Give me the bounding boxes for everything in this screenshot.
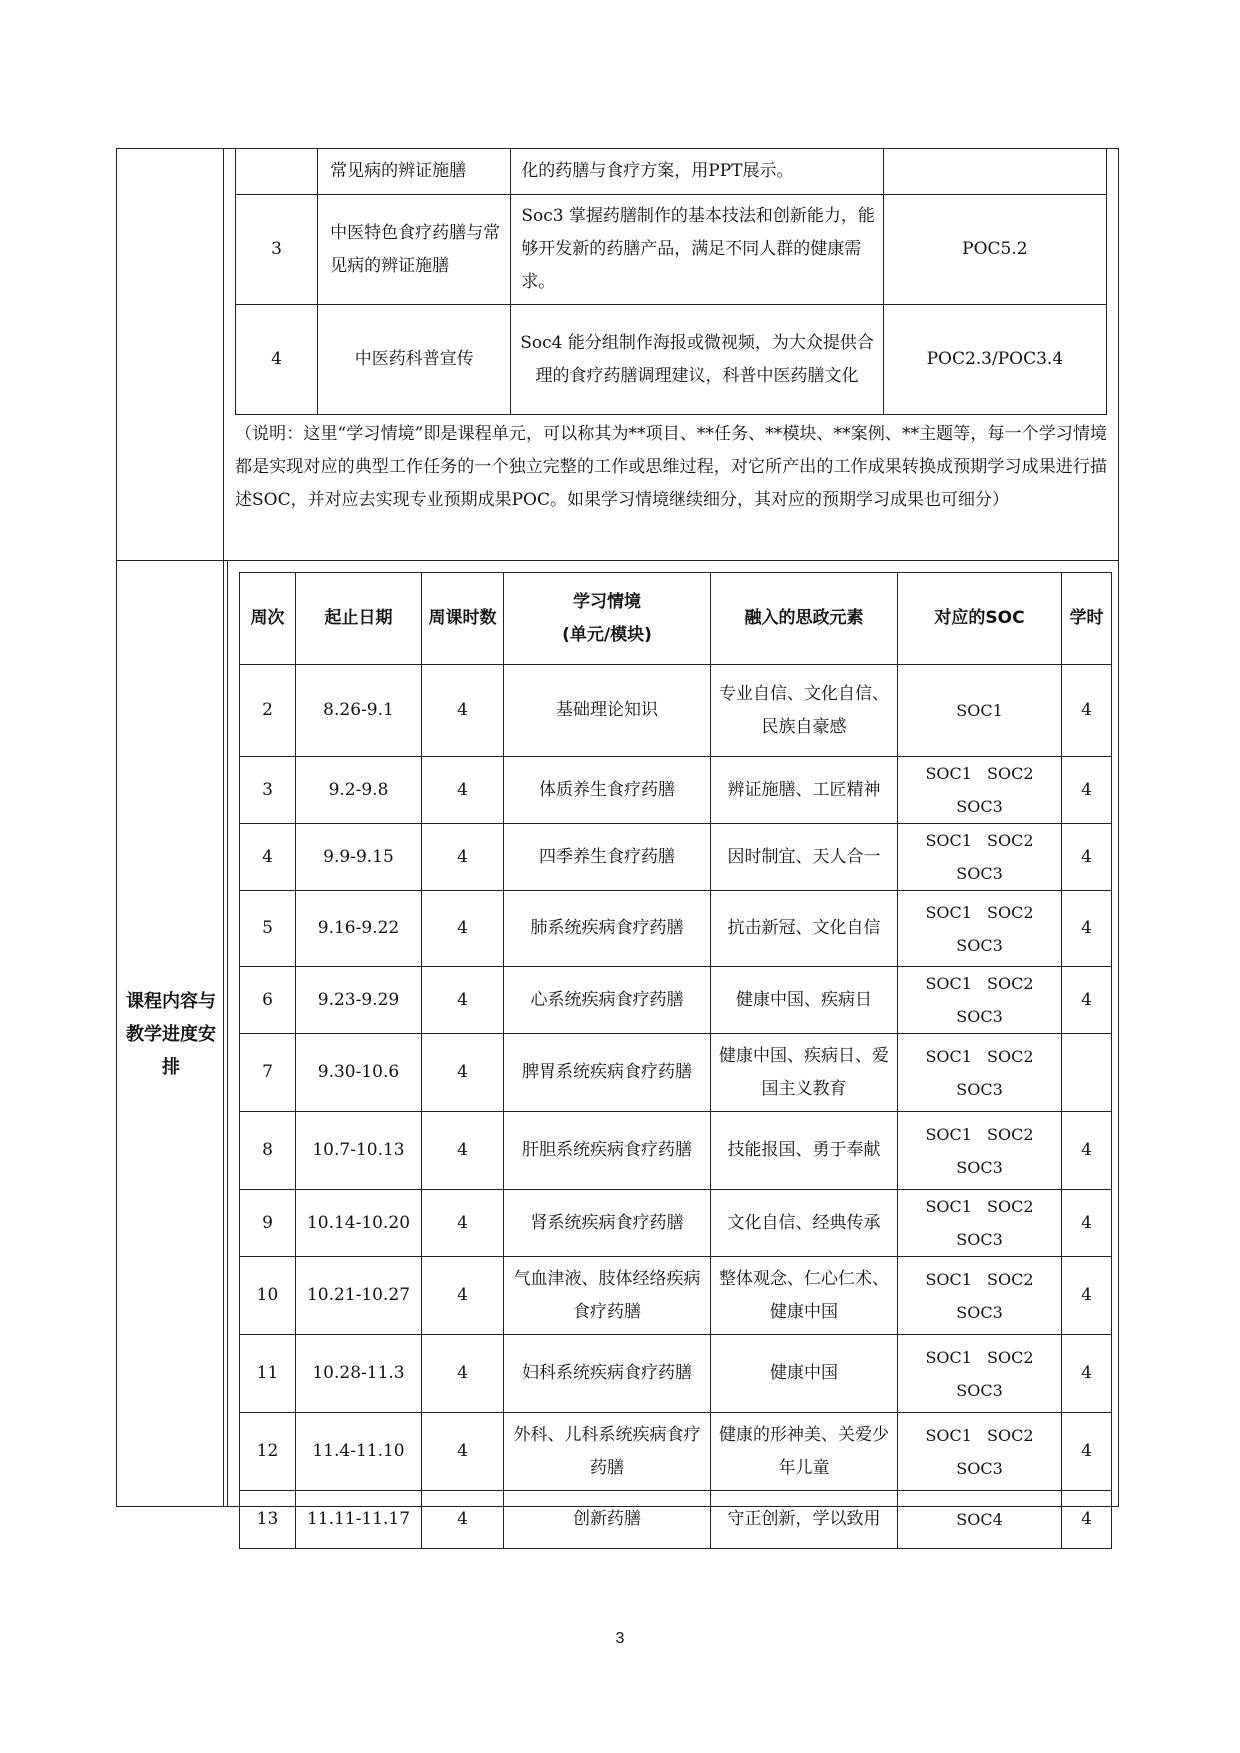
cell-soc: SOC1 SOC2 SOC3 (898, 1034, 1062, 1112)
cell-ideology: 辨证施膳、工匠精神 (711, 757, 898, 824)
cell-week: 3 (240, 757, 296, 824)
cell-soc: SOC1 SOC2 SOC3 (898, 1257, 1062, 1335)
cell-week: 8 (240, 1112, 296, 1190)
header-hours-per-week: 周课时数 (422, 573, 504, 665)
cell-week: 2 (240, 665, 296, 757)
header-ideology: 融入的思政元素 (711, 573, 898, 665)
table-row (240, 967, 1112, 1034)
cell-hours: 4 (1062, 1257, 1112, 1335)
cell-soc: SOC1 SOC2 SOC3 (898, 757, 1062, 824)
cell-dates: 11.4-11.10 (296, 1413, 422, 1491)
cell-hours-per-week: 4 (422, 824, 504, 891)
cell-soc: SOC1 SOC2 SOC3 (898, 1190, 1062, 1257)
outer-frame-right (1118, 148, 1119, 1507)
cell-hours: 4 (1062, 891, 1112, 967)
cell-hours: 4 (1062, 967, 1112, 1034)
cell-dates: 9.9-9.15 (296, 824, 422, 891)
table-row (240, 1034, 1112, 1112)
header-situation-sub: (单元/模块) (562, 624, 652, 645)
cell-hours-per-week: 4 (422, 967, 504, 1034)
table-row (240, 1491, 1112, 1549)
table-row (240, 824, 1112, 891)
cell-soc: SOC1 SOC2 SOC3 (898, 891, 1062, 967)
cell-week: 6 (240, 967, 296, 1034)
cell-hours (1062, 1034, 1112, 1112)
cell-dates: 9.23-9.29 (296, 967, 422, 1034)
top-cell-poc: POC2.3/POC3.4 (883, 305, 1106, 415)
cell-hours: 4 (1062, 1112, 1112, 1190)
header-week: 周次 (240, 573, 296, 665)
schedule-table (239, 572, 1112, 1549)
cell-situation: 心系统疾病食疗药膳 (504, 967, 711, 1034)
schedule-header-row (240, 573, 1112, 665)
cell-hours-per-week: 4 (422, 1335, 504, 1413)
cell-ideology: 健康中国、疾病日、爱国主义教育 (711, 1034, 898, 1112)
cell-situation: 气血津液、肢体经络疾病食疗药膳 (504, 1257, 711, 1335)
cell-week: 9 (240, 1190, 296, 1257)
cell-ideology: 守正创新，学以致用 (711, 1491, 898, 1549)
cell-week: 11 (240, 1335, 296, 1413)
cell-situation: 外科、儿科系统疾病食疗药膳 (504, 1413, 711, 1491)
cell-ideology: 专业自信、文化自信、民族自豪感 (711, 665, 898, 757)
top-cell-soc: 化的药膳与食疗方案，用PPT展示。 (511, 149, 883, 195)
cell-hours-per-week: 4 (422, 665, 504, 757)
outer-frame-divider (223, 148, 224, 1507)
cell-hours-per-week: 4 (422, 757, 504, 824)
table-row (240, 1112, 1112, 1190)
table-row (240, 1257, 1112, 1335)
cell-hours-per-week: 4 (422, 1034, 504, 1112)
cell-week: 4 (240, 824, 296, 891)
cell-dates: 10.28-11.3 (296, 1335, 422, 1413)
table-row (236, 305, 1107, 415)
cell-hours: 4 (1062, 1413, 1112, 1491)
cell-soc: SOC1 (898, 665, 1062, 757)
top-cell-no: 4 (236, 305, 318, 415)
cell-situation: 妇科系统疾病食疗药膳 (504, 1335, 711, 1413)
cell-soc: SOC1 SOC2 SOC3 (898, 1413, 1062, 1491)
section-label: 课程内容与教学进度安排 (126, 991, 216, 1078)
top-cell-poc (883, 149, 1106, 195)
cell-situation: 肾系统疾病食疗药膳 (504, 1190, 711, 1257)
top-cell-soc: Soc3 掌握药膳制作的基本技法和创新能力，能够开发新的药膳产品，满足不同人群的健康需求。 (511, 195, 883, 305)
table-row (240, 665, 1112, 757)
cell-soc: SOC1 SOC2 SOC3 (898, 824, 1062, 891)
table-row (240, 1335, 1112, 1413)
header-dates: 起止日期 (296, 573, 422, 665)
header-situation-title: 学习情境 (573, 591, 641, 612)
top-cell-no (236, 149, 318, 195)
outer-frame-divider-2 (227, 560, 228, 1507)
cell-situation: 基础理论知识 (504, 665, 711, 757)
header-situation (504, 573, 711, 665)
table-row (236, 195, 1107, 305)
cell-hours-per-week: 4 (422, 1112, 504, 1190)
cell-dates: 9.30-10.6 (296, 1034, 422, 1112)
cell-week: 5 (240, 891, 296, 967)
cell-hours-per-week: 4 (422, 1491, 504, 1549)
header-hours: 学时 (1062, 573, 1112, 665)
table-row (240, 891, 1112, 967)
cell-hours: 4 (1062, 665, 1112, 757)
outer-frame-left (116, 148, 117, 1507)
table-row (240, 1190, 1112, 1257)
cell-ideology: 因时制宜、天人合一 (711, 824, 898, 891)
cell-week: 12 (240, 1413, 296, 1491)
cell-soc: SOC1 SOC2 SOC3 (898, 1335, 1062, 1413)
page-number: 3 (615, 1630, 625, 1647)
cell-hours: 4 (1062, 1491, 1112, 1549)
top-cell-situation: 中医特色食疗药膳与常见病的辨证施膳 (318, 195, 511, 305)
cell-ideology: 健康中国 (711, 1335, 898, 1413)
top-cell-no: 3 (236, 195, 318, 305)
cell-hours-per-week: 4 (422, 1413, 504, 1491)
cell-ideology: 健康中国、疾病日 (711, 967, 898, 1034)
cell-dates: 10.14-10.20 (296, 1190, 422, 1257)
cell-ideology: 文化自信、经典传承 (711, 1190, 898, 1257)
cell-dates: 10.21-10.27 (296, 1257, 422, 1335)
top-outcome-table (235, 148, 1107, 415)
cell-dates: 8.26-9.1 (296, 665, 422, 757)
cell-soc: SOC4 (898, 1491, 1062, 1549)
cell-hours: 4 (1062, 1335, 1112, 1413)
cell-dates: 11.11-11.17 (296, 1491, 422, 1549)
cell-ideology: 抗击新冠、文化自信 (711, 891, 898, 967)
cell-dates: 9.2-9.8 (296, 757, 422, 824)
outer-frame-section-separator (116, 560, 1119, 561)
cell-situation: 四季养生食疗药膳 (504, 824, 711, 891)
top-cell-soc: Soc4 能分组制作海报或微视频，为大众提供合理的食疗药膳调理建议，科普中医药膳文化 (511, 305, 883, 415)
table-row (240, 1413, 1112, 1491)
cell-hours: 4 (1062, 1190, 1112, 1257)
cell-soc: SOC1 SOC2 SOC3 (898, 1112, 1062, 1190)
cell-week: 10 (240, 1257, 296, 1335)
cell-situation: 肺系统疾病食疗药膳 (504, 891, 711, 967)
top-cell-poc: POC5.2 (883, 195, 1106, 305)
cell-dates: 9.16-9.22 (296, 891, 422, 967)
cell-week: 7 (240, 1034, 296, 1112)
header-soc: 对应的SOC (898, 573, 1062, 665)
explanation-note: （说明：这里“学习情境”即是课程单元，可以称其为**项目、**任务、**模块、**案例、**主题等，每一个学习情境都是实现对应的典型工作任务的一个独立完整的工作或思维过程，对它所产出的工作成果转换成预期学习成果进行描述SOC，并对应去实现专业预期成果POC。如果学习情境继续细分，其对应的预期学习成果也可细分） (235, 424, 1107, 510)
cell-soc: SOC1 SOC2 SOC3 (898, 967, 1062, 1034)
cell-situation: 创新药膳 (504, 1491, 711, 1549)
cell-hours: 4 (1062, 824, 1112, 891)
table-row (236, 149, 1107, 195)
cell-dates: 10.7-10.13 (296, 1112, 422, 1190)
cell-ideology: 整体观念、仁心仁术、健康中国 (711, 1257, 898, 1335)
top-cell-situation: 中医药科普宣传 (318, 305, 511, 415)
top-cell-situation: 常见病的辨证施膳 (318, 149, 511, 195)
cell-hours-per-week: 4 (422, 1190, 504, 1257)
cell-situation: 体质养生食疗药膳 (504, 757, 711, 824)
table-row (240, 757, 1112, 824)
cell-hours: 4 (1062, 757, 1112, 824)
cell-hours-per-week: 4 (422, 891, 504, 967)
cell-ideology: 健康的形神美、关爱少年儿童 (711, 1413, 898, 1491)
cell-hours-per-week: 4 (422, 1257, 504, 1335)
cell-ideology: 技能报国、勇于奉献 (711, 1112, 898, 1190)
cell-situation: 脾胃系统疾病食疗药膳 (504, 1034, 711, 1112)
cell-situation: 肝胆系统疾病食疗药膳 (504, 1112, 711, 1190)
cell-week: 13 (240, 1491, 296, 1549)
